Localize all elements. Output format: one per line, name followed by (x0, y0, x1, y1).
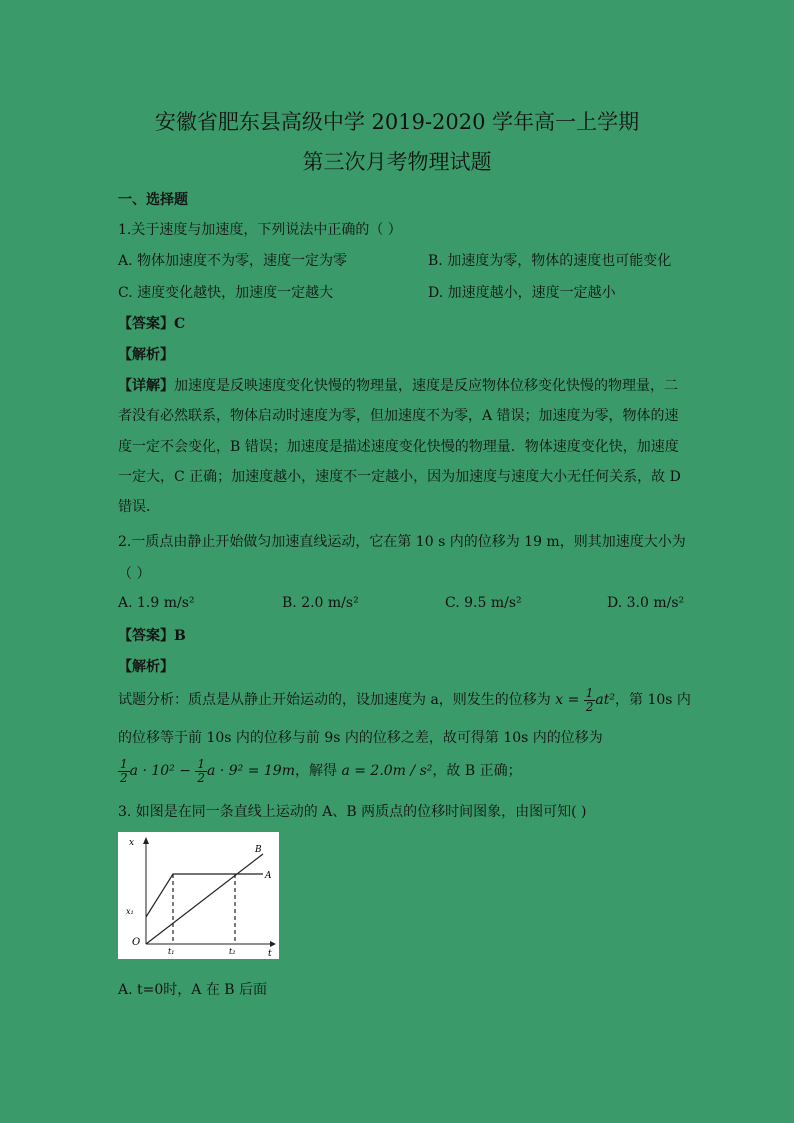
q2-stem-line1: 2.一质点由静止开始做匀加速直线运动，它在第 10 s 内的位移为 19 m，则其加速度大小为 (118, 534, 686, 550)
q2-option-b: B. 2.0 m/s² (282, 595, 359, 611)
q1-analysis-label: 【解析】 (118, 347, 174, 363)
line-a (146, 874, 263, 917)
x1-label: x₁ (126, 907, 134, 916)
q1-detail-line2: 者没有必然联系，物体启动时速度为零，但加速度不为零，A 错误；加速度为零，物体的速 (118, 408, 679, 424)
q2-option-c: C. 9.5 m/s² (445, 595, 522, 611)
q2-option-d: D. 3.0 m/s² (607, 595, 685, 611)
line-b (146, 854, 263, 944)
q1-detail-line4: 一定大，C 正确；加速度越小，速度不一定越小，因为加速度与速度大小无任何关系，故 D (118, 469, 681, 485)
q2-analysis-line2: 的位移等于前 10s 内的位移与前 9s 内的位移之差，故可得第 10s 内的位移为 (118, 730, 603, 746)
line-a-label: A (265, 871, 272, 881)
q1-detail-tag: 【详解】 (118, 378, 174, 394)
q1-option-c: C. 速度变化越快，加速度一定越大 (118, 285, 334, 301)
q1-answer: 【答案】C (118, 316, 186, 332)
formula-displacement-diff: $\frac{1}{2}$ a · 10² − $\frac{1}{2}$ a · 9² = 19m (120, 756, 295, 785)
x-axis-arrow-icon (143, 837, 149, 844)
q1-detail-line5: 错误． (118, 499, 160, 515)
q2-option-a: A. 1.9 m/s² (118, 595, 195, 611)
y-axis-label: x (129, 838, 135, 848)
section-heading: 一、选择题 (118, 192, 188, 208)
q2-analysis-line3: $\frac{1}{2}$ a · 10² − $\frac{1}{2}$ a · 9² = 19m，解得 a = 2.0m / s²，故 B 正确； (120, 756, 522, 785)
q2-answer: 【答案】B (118, 628, 186, 644)
q2-analysis-label: 【解析】 (118, 659, 174, 675)
origin-label: O (132, 937, 141, 948)
line-b-label: B (255, 845, 262, 855)
q3-stem: 3. 如图是在同一条直线上运动的 A、B 两质点的位移时间图象，由图可知( ) (118, 804, 587, 820)
q1-stem: 1.关于速度与加速度，下列说法中正确的（ ） (118, 222, 402, 238)
q3-xt-graph (118, 832, 279, 959)
q1-detail-line3: 度一定不会变化，B 错误；加速度是描述速度变化快慢的物理量．物体速度变化快，加速度 (118, 439, 679, 455)
q3-option-a: A. t=0时，A 在 B 后面 (118, 982, 268, 998)
x-axis-label: t (268, 949, 272, 959)
formula-acceleration: a = 2.0m / s² (341, 763, 433, 779)
formula-x: x = $\frac{1}{2}$ at² (555, 685, 616, 714)
q1-option-d: D. 加速度越小，速度一定越小 (428, 285, 616, 301)
q2-stem-line2: （ ） (118, 566, 151, 582)
t-axis-arrow-icon (270, 941, 276, 947)
document-title-line2: 第三次月考物理试题 (302, 150, 492, 174)
t1-label: t₁ (168, 947, 175, 956)
document-title-line1: 安徽省肥东县高级中学 2019-2020 学年高一上学期 (154, 110, 640, 134)
t2-label: t₂ (229, 947, 236, 956)
q1-option-b: B. 加速度为零，物体的速度也可能变化 (428, 253, 672, 269)
xt-graph-svg (118, 832, 279, 959)
q2-analysis-line1: 试题分析：质点是从静止开始运动的，设加速度为 a，则发生的位移为 x = $\frac{1}{2}$ at²，第 10s 内 (118, 685, 691, 714)
q1-option-a: A. 物体加速度不为零，速度一定为零 (118, 253, 348, 269)
q1-detail-line1: 【详解】加速度是反映速度变化快慢的物理量，速度是反应物体位移变化快慢的物理量，二 (118, 378, 678, 394)
